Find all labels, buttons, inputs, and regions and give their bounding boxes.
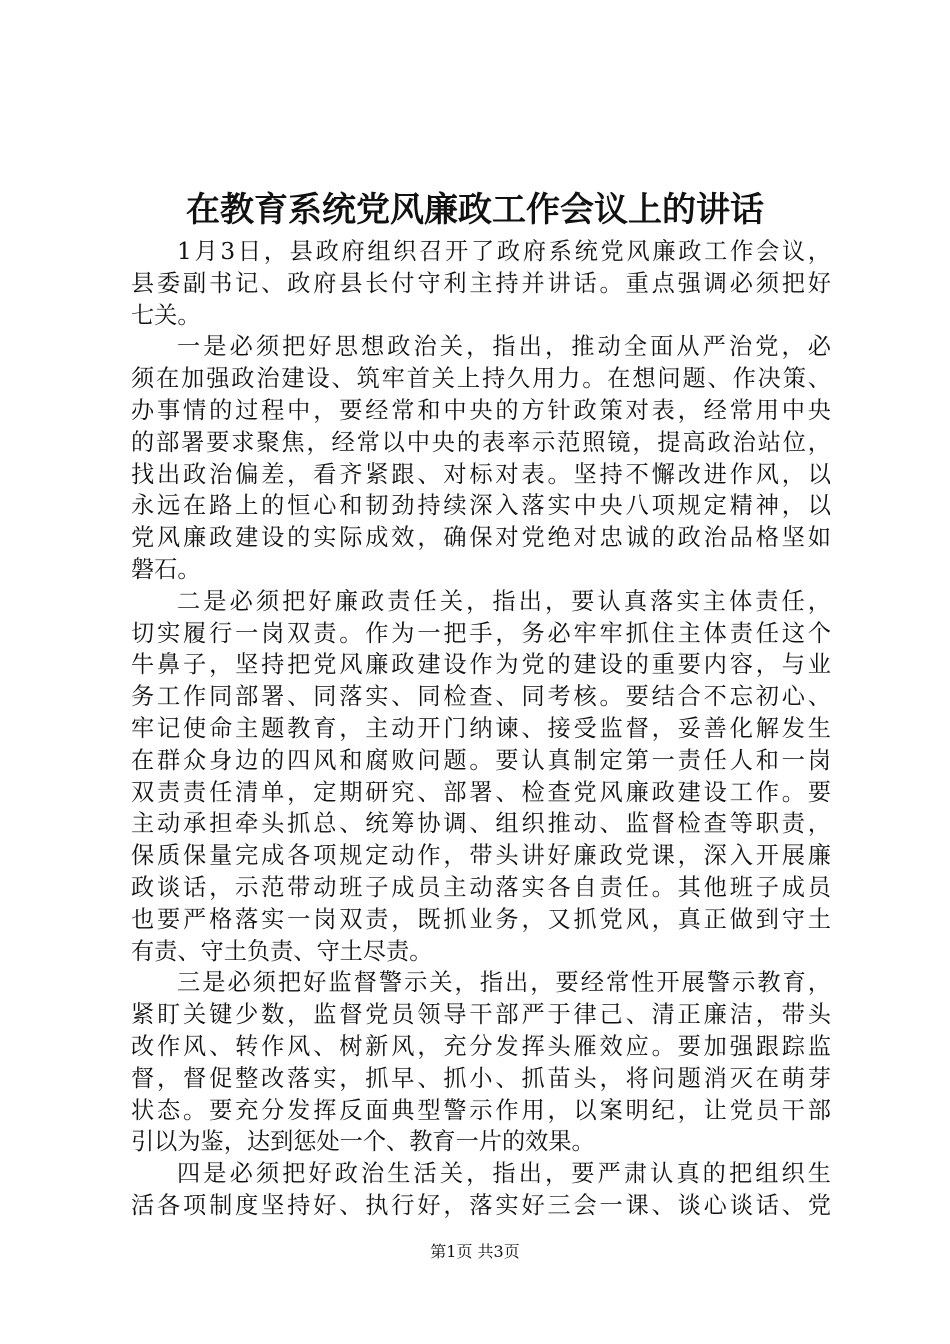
body-line: 牛鼻子，坚持把党风廉政建设作为党的建设的重要内容，与业 [131, 651, 831, 679]
body-line: 党风廉政建设的实际成效，确保对党绝对忠诚的政治品格坚如 [131, 524, 831, 552]
body-line: 状态。要充分发挥反面典型警示作用，以案明纪，让党员干部 [131, 1096, 831, 1124]
document-title: 在教育系统党风廉政工作会议上的讲话 [186, 190, 764, 230]
body-line: 保质保量完成各项规定动作，带头讲好廉政党课，深入开展廉 [131, 842, 831, 870]
body-line: 一是必须把好思想政治关，指出，推动全面从严治党，必 [177, 333, 831, 361]
body-line: 在群众身边的四风和腐败问题。要认真制定第一责任人和一岗 [131, 746, 831, 774]
page-footer: 第1页 共3页 [430, 1242, 520, 1261]
body-line: 紧盯关键少数，监督党员领导干部严于律己、清正廉洁，带头 [131, 1001, 831, 1029]
body-line: 磐石。 [131, 555, 201, 583]
body-line: 找出政治偏差，看齐紧跟、对标对表。坚持不懈改进作风，以 [131, 460, 831, 488]
body-line: 的部署要求聚焦，经常以中央的表率示范照镜，提高政治站位， [131, 428, 831, 456]
document-body [131, 236, 831, 1222]
body-line: 改作风、转作风、树新风，充分发挥头雁效应。要加强跟踪监 [131, 1032, 831, 1060]
body-line: 活各项制度坚持好、执行好，落实好三会一课、谈心谈话、党 [131, 1191, 831, 1219]
body-line: 主动承担牵头抓总、统筹协调、组织推动、监督检查等职责， [131, 810, 831, 838]
body-line: 三是必须把好监督警示关，指出，要经常性开展警示教育， [177, 969, 831, 997]
body-line: 双责责任清单，定期研究、部署、检查党风廉政建设工作。要 [131, 778, 831, 806]
body-line: 办事情的过程中，要经常和中央的方针政策对表，经常用中央 [131, 396, 831, 424]
body-line: 牢记使命主题教育，主动开门纳谏、接受监督，妥善化解发生 [131, 714, 831, 742]
body-line: 四是必须把好政治生活关，指出，要严肃认真的把组织生 [177, 1160, 831, 1188]
body-line: 也要严格落实一岗双责，既抓业务，又抓党风，真正做到守土 [131, 905, 831, 933]
body-line: 须在加强政治建设、筑牢首关上持久用力。在想问题、作决策、 [131, 365, 831, 393]
body-line: 务工作同部署、同落实、同检查、同考核。要结合不忘初心、 [131, 683, 831, 711]
body-line: 永远在路上的恒心和韧劲持续深入落实中央八项规定精神，以 [131, 492, 831, 520]
body-line: 引以为鉴，达到惩处一个、教育一片的效果。 [131, 1128, 595, 1156]
body-line: 督，督促整改落实，抓早、抓小、抓苗头，将问题消灭在萌芽 [131, 1064, 831, 1092]
body-line: 切实履行一岗双责。作为一把手，务必牢牢抓住主体责任这个 [131, 619, 831, 647]
body-line: 有责、守土负责、守土尽责。 [131, 937, 433, 965]
body-line: 七关。 [131, 301, 201, 329]
body-line: 二是必须把好廉政责任关，指出，要认真落实主体责任， [177, 587, 831, 615]
body-line: 县委副书记、政府县长付守利主持并讲话。重点强调必须把好 [131, 269, 831, 297]
body-line: 1月3日，县政府组织召开了政府系统党风廉政工作会议， [177, 238, 831, 265]
body-line: 政谈话，示范带动班子成员主动落实各自责任。其他班子成员 [131, 873, 831, 901]
